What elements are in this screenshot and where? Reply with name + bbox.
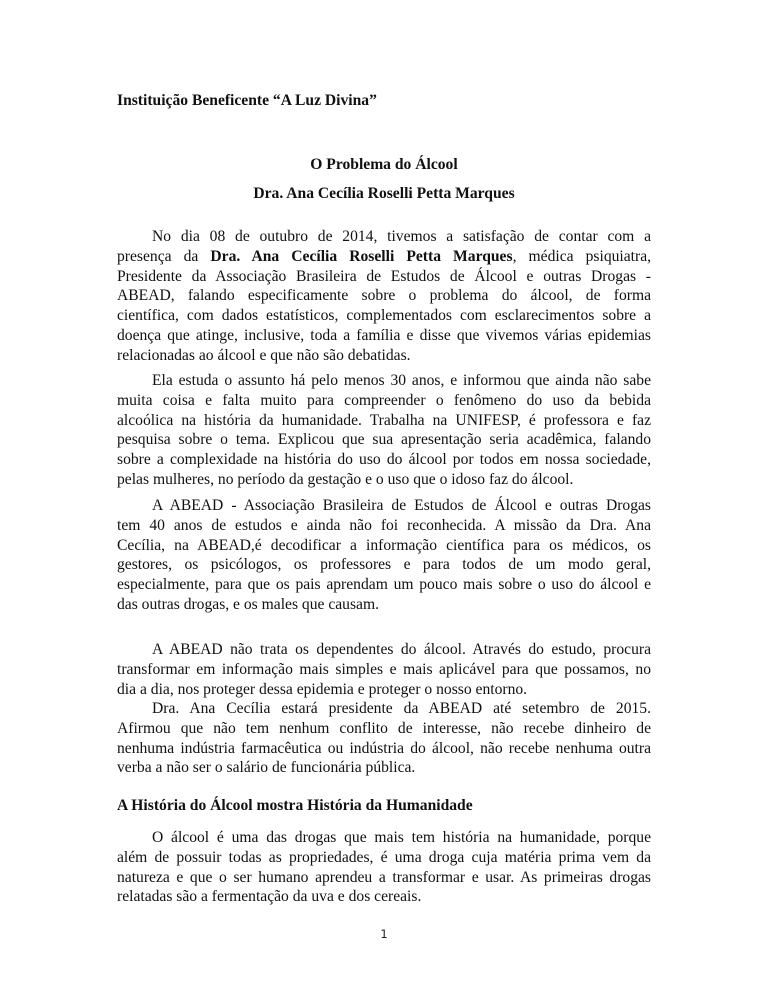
paragraph-line: relatadas são a fermentação da uva e dos cereais. (117, 888, 422, 906)
text-run: , médica psiquiatra, (512, 247, 652, 265)
paragraph-intro (117, 227, 651, 366)
paragraph-line: alcoólica na história da humanidade. Trabalha na UNIFESP, é professora e faz (117, 411, 651, 429)
institution-name: Instituição Beneficente “A Luz Divina” (117, 92, 377, 109)
paragraph-line: natureza e que o ser humano aprendeu a transformar e usar. As primeiras drogas (117, 868, 651, 886)
paragraph-abead-mission (117, 496, 651, 615)
section-heading: A História do Álcool mostra História da Humanidade (117, 797, 473, 814)
paragraph-line: tem 40 anos de estudos e ainda não foi reconhecida. A missão da Dra. Ana (117, 516, 651, 534)
paragraph-line: pesquisa sobre o tema. Explicou que sua apresentação seria acadêmica, falando (117, 431, 651, 449)
speaker-name-bold: Dra. Ana Cecília Roselli Petta Marques (210, 247, 513, 265)
paragraph-line: A ABEAD - Associação Brasileira de Estudos de Álcool e outras Drogas (152, 497, 651, 514)
paragraph-line: sobre a complexidade na história do uso do álcool por todos em nossa sociedade, (117, 451, 651, 469)
paragraph-line: No dia 08 de outubro de 2014, tivemos a satisfação de contar com a (152, 228, 651, 245)
paragraph-line: dia a dia, nos proteger dessa epidemia e proteger o nosso entorno. (117, 680, 528, 698)
paragraph-history (117, 828, 651, 907)
document-title: O Problema do Álcool (310, 156, 458, 173)
paragraph-line: transformar em informação mais simples e mais aplicável para que possamos, no (117, 660, 651, 678)
paragraph-line: A ABEAD não trata os dependentes do álcool. Através do estudo, procura (152, 641, 651, 658)
paragraph-line: relacionadas ao álcool e que não são debatidas. (117, 346, 411, 364)
page-number: 1 (380, 927, 388, 941)
paragraph-line: Presidente da Associação Brasileira de Estudos de Álcool e outras Drogas - (117, 267, 651, 285)
paragraph-line: doença que atinge, inclusive, toda a família e disse que vivemos várias epidemias (117, 326, 651, 344)
paragraph-abead-treatment (117, 640, 651, 699)
paragraph-line: Ela estuda o assunto há pelo menos 30 anos, e informou que ainda não sabe (152, 372, 651, 389)
paragraph-line: ABEAD, falando especificamente sobre o problema do álcool, de forma (117, 287, 651, 305)
paragraph-line: gestores, os psicólogos, os professores e para todos de um modo geral, (117, 556, 651, 574)
paragraph-research (117, 371, 651, 490)
paragraph-line: especialmente, para que os pais aprendam um pouco mais sobre o uso do álcool e (117, 576, 651, 594)
paragraph-line: científica, com dados estatísticos, complementados com esclarecimentos sobre a (117, 307, 651, 325)
paragraph-line: pelas mulheres, no período da gestação e o uso que o idoso faz do álcool. (117, 470, 574, 488)
paragraph-presidency (117, 699, 651, 778)
paragraph-line: Dra. Ana Cecília estará presidente da ABEAD até setembro de 2015. (152, 700, 651, 717)
document-author: Dra. Ana Cecília Roselli Petta Marques (253, 185, 515, 202)
paragraph-line: Cecília, na ABEAD,é decodificar a informação científica para os médicos, os (117, 536, 651, 554)
paragraph-line: Afirmou que não tem nenhum conflito de interesse, não recebe dinheiro de (117, 719, 651, 737)
paragraph-line: muita coisa e falta muito para compreender o fenômeno do uso da bebida (117, 391, 651, 409)
paragraph-line: O álcool é uma das drogas que mais tem história na humanidade, porque (152, 829, 651, 846)
paragraph-line: nenhuma indústria farmacêutica ou indústria do álcool, não recebe nenhuma outra (117, 739, 651, 757)
paragraph-line (117, 247, 651, 267)
paragraph-line: além de possuir todas as propriedades, é uma droga cuja matéria prima vem da (117, 848, 651, 866)
paragraph-line: verba a não ser o salário de funcionária pública. (117, 759, 416, 777)
paragraph-line: das outras drogas, e os males que causam. (117, 595, 379, 613)
text-run: presença da (117, 247, 211, 265)
